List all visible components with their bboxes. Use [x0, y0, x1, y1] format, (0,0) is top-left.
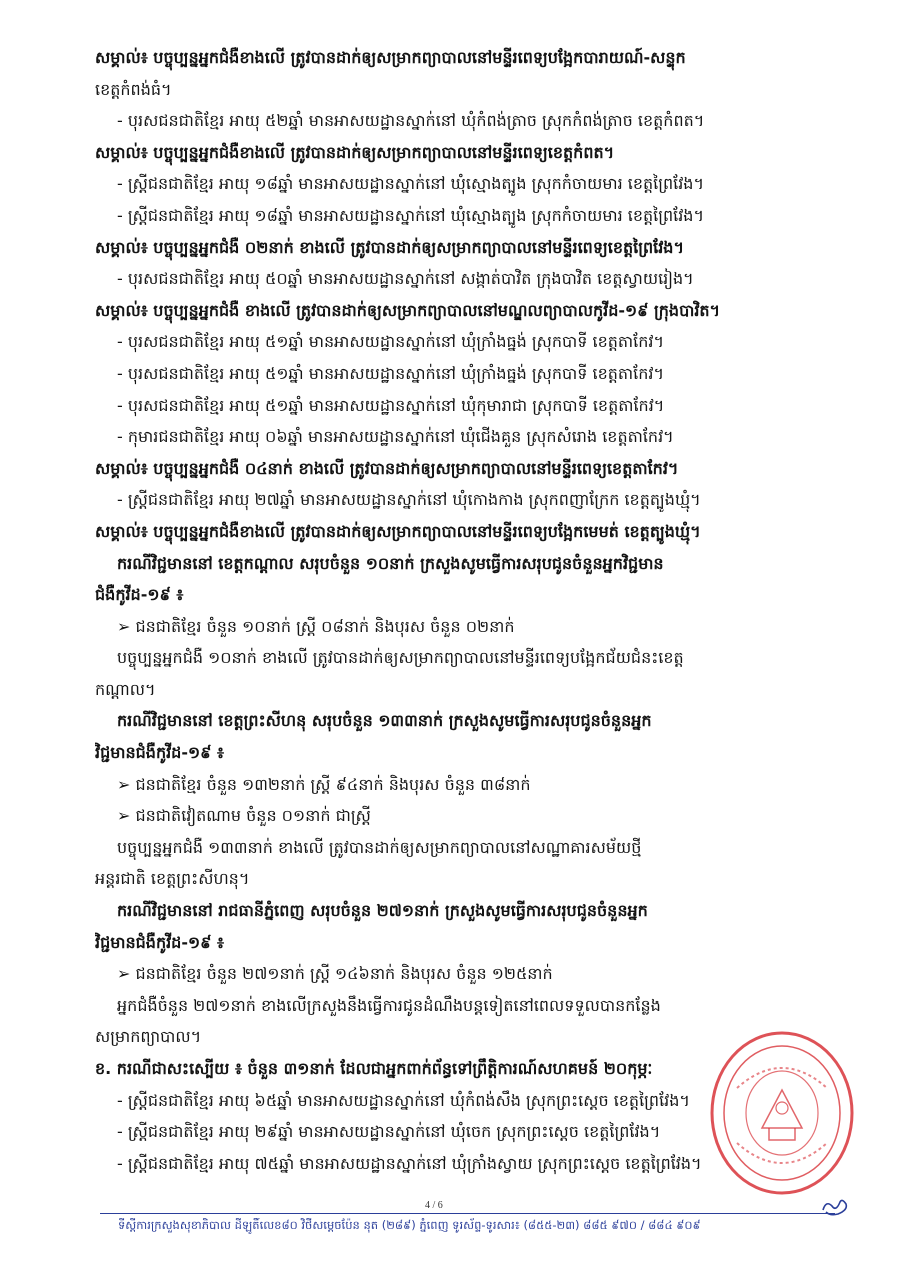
- text-line: ខ. ករណីជាសះស្បើយ ៖ ចំនួន ៣១នាក់ ដែលជាអ្នកពាក់ព័ន្ធទៅព្រឹត្តិការណ៍សហគមន៍ ២០កុម្ភៈ: [95, 1059, 653, 1078]
- text-line: ជំងឺកូវីដ-១៩ ៖: [95, 585, 184, 605]
- footer-rule: [100, 1213, 835, 1214]
- footer-address: ទីស្តីការក្រសួងសុខាភិបាល ដីឡូតិ៍លេខ៨០ វិថីសម្តេចប៉ែន នុត (២៨៩) ភ្នំពេញ ទូរស័ព្ទ-ទូរសារ៖ (៨៥៥-២៣) ៨៨៥ ៩៧០ / ៨៨៤ ៩០៩: [118, 1218, 701, 1232]
- text-line: បច្ចុប្បន្នអ្នកជំងឺ ១០នាក់ ខាងលើ ត្រូវបានដាក់ឲ្យសម្រាកព្យាបាលនៅមន្ទីរពេទ្យបង្អែកជ័យជំនះខេត្ត: [117, 648, 684, 668]
- text-line: សម្គាល់៖ បច្ចុប្បន្នអ្នកជំងឺខាងលើ ត្រូវបានដាក់ឲ្យសម្រាកព្យាបាលនៅមន្ទីរពេទ្យខេត្តកំពត។: [95, 142, 615, 162]
- text-line: - ស្ត្រីជនជាតិខ្មែរ អាយុ ១៨ឆ្នាំ មានអាសយដ្ឋានស្នាក់នៅ ឃុំស្មោងត្បូង ស្រុកកំចាយមារ ខេត្តព្រៃវែង។: [117, 174, 704, 194]
- text-line: សម្រាកព្យាបាល។: [95, 1027, 202, 1047]
- text-line: - ស្ត្រីជនជាតិខ្មែរ អាយុ ៧៥ឆ្នាំ មានអាសយដ្ឋានស្នាក់នៅ ឃុំក្រាំងស្វាយ ស្រុកព្រះស្តេច ខេត្តព្រៃវែង។: [117, 1153, 702, 1173]
- text-line: - បុរសជនជាតិខ្មែរ អាយុ ៥១ឆ្នាំ មានអាសយដ្ឋានស្នាក់នៅ ឃុំក្រាំងធ្នង់ ស្រុកបាទី ខេត្តតាកែវ។: [117, 332, 664, 352]
- text-line: - ស្ត្រីជនជាតិខ្មែរ អាយុ ២៧ឆ្នាំ មានអាសយដ្ឋានស្នាក់នៅ ឃុំកោងកាង ស្រុកពញាក្រែក ខេត្តត្បូងឃ្មុំ។: [117, 490, 701, 510]
- text-line: វិជ្ជមានជំងឺកូវីដ-១៩ ៖: [95, 743, 225, 763]
- text-line: - បុរសជនជាតិខ្មែរ អាយុ ៥១ឆ្នាំ មានអាសយដ្ឋានស្នាក់នៅ ឃុំក្រាំងធ្នង់ ស្រុកបាទី ខេត្តតាកែវ។: [117, 363, 664, 383]
- text-line: សម្គាល់៖ បច្ចុប្បន្នអ្នកជំងឺខាងលើ ត្រូវបានដាក់ឲ្យសម្រាកព្យាបាលនៅមន្ទីរពេទ្យបង្អែកបារាយណ៍-សន្ទុក: [95, 48, 686, 67]
- text-line: ខេត្តកំពង់ធំ។: [95, 79, 172, 99]
- text-line: បច្ចុប្បន្នអ្នកជំងឺ ១៣៣នាក់ ខាងលើ ត្រូវបានដាក់ឲ្យសម្រាកព្យាបាលនៅសណ្ឋាគារសម័យថ្មី: [117, 837, 642, 857]
- text-line: ➢ ជនជាតិខ្មែរ ចំនួន ១៣២នាក់ ស្ត្រី ៩៤នាក់ និងបុរស ចំនួន ៣៨នាក់: [117, 774, 531, 794]
- text-line: - បុរសជនជាតិខ្មែរ អាយុ ៥២ឆ្នាំ មានអាសយដ្ឋានស្នាក់នៅ ឃុំកំពង់ត្រាច ស្រុកកំពង់ត្រាច ខេត្តកំពត។: [117, 111, 705, 131]
- text-line: កណ្តាល។: [95, 679, 156, 699]
- text-line: ករណីវិជ្ជមាននៅ ខេត្តកណ្តាល សរុបចំនួន ១០នាក់ ក្រសួងសូមធ្វើការសរុបជូនចំនួនអ្នកវិជ្ជមាន: [117, 553, 664, 573]
- text-line: - កុមារជនជាតិខ្មែរ អាយុ ០៦ឆ្នាំ មានអាសយដ្ឋានស្នាក់នៅ ឃុំជើងគួន ស្រុកសំរោង ខេត្តតាកែវ។: [117, 427, 674, 447]
- text-line: - បុរសជនជាតិខ្មែរ អាយុ ៥០ឆ្នាំ មានអាសយដ្ឋានស្នាក់នៅ សង្កាត់បាវិត ក្រុងបាវិត ខេត្តស្វាយរៀង។: [117, 269, 694, 289]
- text-line: អន្តរជាតិ ខេត្តព្រះសីហនុ។: [95, 869, 250, 889]
- text-line: អ្នកជំងឺចំនួន ២៧១នាក់ ខាងលើក្រសួងនឹងធ្វើការជូនដំណឹងបន្តទៀតនៅពេលទទួលបានកន្លែង: [117, 995, 661, 1015]
- text-line: សម្គាល់៖ បច្ចុប្បន្នអ្នកជំងឺខាងលើ ត្រូវបានដាក់ឲ្យសម្រាកព្យាបាលនៅមន្ទីរពេទ្យបង្អែកមេមត់ ខេត្តត្បូងឃ្មុំ។: [95, 521, 701, 541]
- text-line: សម្គាល់៖ បច្ចុប្បន្នអ្នកជំងឺ ០២នាក់ ខាងលើ ត្រូវបានដាក់ឲ្យសម្រាកព្យាបាលនៅមន្ទីរពេទ្យខេត្តព្រៃវែង។: [95, 237, 684, 257]
- text-line: ➢ ជនជាតិវៀតណាម ចំនួន ០១នាក់ ជាស្ត្រី: [117, 806, 371, 826]
- text-line: - ស្ត្រីជនជាតិខ្មែរ អាយុ ២៩ឆ្នាំ មានអាសយដ្ឋានស្នាក់នៅ ឃុំចេក ស្រុកព្រះស្តេច ខេត្តព្រៃវែង។: [117, 1122, 661, 1142]
- text-line: ករណីវិជ្ជមាននៅ ខេត្តព្រះសីហនុ សរុបចំនួន ១៣៣នាក់ ក្រសួងសូមធ្វើការសរុបជូនចំនួនអ្នក: [117, 711, 652, 731]
- signature-icon: [820, 1196, 850, 1218]
- text-line: ករណីវិជ្ជមាននៅ រាជធានីភ្នំពេញ សរុបចំនួន ២៧១នាក់ ក្រសួងសូមធ្វើការសរុបជូនចំនួនអ្នក: [117, 901, 648, 921]
- text-line: - ស្ត្រីជនជាតិខ្មែរ អាយុ ១៨ឆ្នាំ មានអាសយដ្ឋានស្នាក់នៅ ឃុំស្មោងត្បូង ស្រុកកំចាយមារ ខេត្តព្រៃវែង។: [117, 205, 704, 225]
- text-line: វិជ្ជមានជំងឺកូវីដ-១៩ ៖: [95, 932, 225, 952]
- text-line: ➢ ជនជាតិខ្មែរ ចំនួន ២៧១នាក់ ស្ត្រី ១៤៦នាក់ និងបុរស ចំនួន ១២៥នាក់: [117, 964, 553, 984]
- text-line: សម្គាល់៖ បច្ចុប្បន្នអ្នកជំងឺ ខាងលើ ត្រូវបានដាក់ឲ្យសម្រាកព្យាបាលនៅមណ្ឌលព្យាបាលកូវីដ-១៩ ក្រុងបាវិត។: [95, 300, 721, 320]
- text-line: - បុរសជនជាតិខ្មែរ អាយុ ៥១ឆ្នាំ មានអាសយដ្ឋានស្នាក់នៅ ឃុំកុមារាជា ស្រុកបាទី ខេត្តតាកែវ។: [117, 395, 665, 415]
- official-seal-icon: [707, 1028, 857, 1198]
- document-body: [95, 42, 835, 1179]
- text-line: ➢ ជនជាតិខ្មែរ ចំនួន ១០នាក់ ស្ត្រី ០៨នាក់ និងបុរស ចំនួន ០២នាក់: [117, 616, 515, 636]
- text-line: សម្គាល់៖ បច្ចុប្បន្នអ្នកជំងឺ ០៤នាក់ ខាងលើ ត្រូវបានដាក់ឲ្យសម្រាកព្យាបាលនៅមន្ទីរពេទ្យខេត្តតាកែវ។: [95, 458, 679, 478]
- text-line: - ស្ត្រីជនជាតិខ្មែរ អាយុ ៦៥ឆ្នាំ មានអាសយដ្ឋានស្នាក់នៅ ឃុំកំពង់សឹង ស្រុកព្រះស្តេច ខេត្តព្រៃវែង។: [117, 1090, 690, 1110]
- page-number: 4 / 6: [425, 1200, 443, 1211]
